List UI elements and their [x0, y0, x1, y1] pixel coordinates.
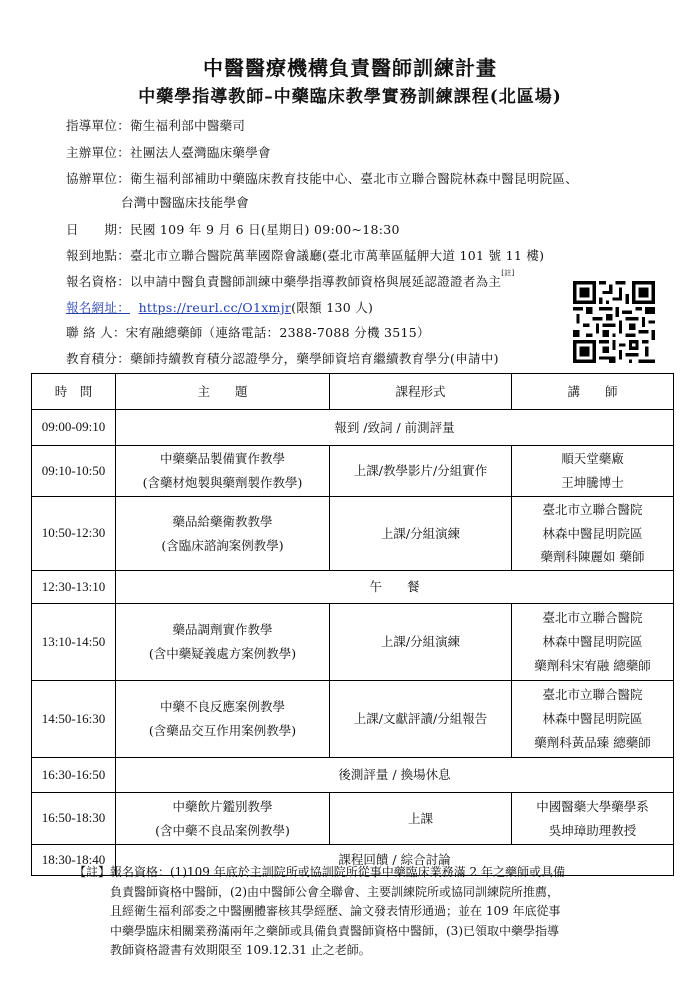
table-row	[32, 793, 674, 845]
info-guide	[66, 116, 245, 134]
topic-line: 中藥藥品製備實作教學	[159, 451, 285, 467]
footnote-line: 中藥學臨床相關業務滿兩年之藥師或具備負責醫師資格中醫師，(3)已領取中藥學指導	[110, 923, 560, 938]
info-value: 社團法人臺灣臨床藥學會	[130, 145, 271, 160]
lecturer-line: 林森中醫昆明院區	[542, 525, 643, 541]
table-row	[32, 571, 674, 604]
topic-line: 中藥不良反應案例教學	[159, 699, 285, 715]
info-value: 宋宥融總藥師（連絡電話：2388-7088 分機 3515）	[125, 325, 430, 340]
info-label: 日 期：	[66, 222, 131, 237]
time-cell: 09:10-10:50	[32, 446, 116, 497]
format-cell: 上課	[330, 793, 512, 845]
time-cell: 18:30-18:40	[32, 845, 116, 876]
footnote	[74, 863, 644, 961]
info-value: 衛生福利部補助中藥臨床教育技能中心、臺北市立聯合醫院林森中醫昆明院區、	[130, 171, 579, 186]
topic-cell	[116, 446, 330, 497]
info-contact	[66, 323, 430, 341]
span-cell: 後測評量 / 換場休息	[116, 758, 674, 793]
lecturer-line: 中國醫藥大學藥學系	[536, 798, 649, 814]
info-label: 報名網址：	[66, 300, 131, 315]
topic-line: 藥品調劑實作教學	[172, 622, 273, 638]
lecturer-cell	[512, 681, 674, 758]
footnote-line: 負責醫師資格中醫師，(2)由中醫師公會全聯會、主要訓練院所或協同訓練院所推薦，	[110, 884, 560, 899]
info-value: 臺北市立聯合醫院萬華國際會議廳(臺北市萬華區艋舺大道 101 號 11 樓)	[130, 248, 545, 263]
info-label: 聯 絡 人：	[66, 325, 126, 340]
note-marker: [註]	[501, 269, 515, 277]
schedule-table	[31, 373, 674, 876]
table-row	[32, 758, 674, 793]
lecturer-line: 臺北市立聯合醫院	[542, 501, 643, 517]
info-label: 報名資格：	[66, 274, 131, 289]
qr-code-icon[interactable]	[573, 281, 655, 363]
lecturer-line: 臺北市立聯合醫院	[542, 687, 643, 703]
footnote-line: 教師資格證書有效期限至 109.12.31 止之老師。	[110, 943, 371, 957]
topic-line: (含藥材炮製與藥劑製作教學)	[142, 475, 303, 490]
info-url	[66, 298, 373, 316]
info-place	[66, 246, 544, 264]
table-row	[32, 446, 674, 497]
page-subtitle: 中藥學指導教師–中藥臨床教學實務訓練課程(北區場)	[138, 87, 562, 107]
header-time: 時 問	[32, 374, 116, 410]
info-label: 指導單位：	[66, 118, 131, 133]
time-cell: 10:50-12:30	[32, 497, 116, 571]
span-cell: 報到 /致詞 / 前測評量	[116, 410, 674, 446]
topic-line: 藥品給藥衛教教學	[172, 513, 273, 529]
header-lecturer: 講 師	[512, 374, 674, 410]
info-value: 藥師持續教育積分認證學分，藥學師資培育繼續教育學分(申請中)	[130, 351, 499, 366]
lecturer-line: 吳坤璋助理教授	[548, 822, 637, 838]
lecturer-line: 林森中醫昆明院區	[542, 634, 643, 650]
header-format: 課程形式	[330, 374, 512, 410]
register-link[interactable]: https://reurl.cc/O1xmjr	[138, 300, 292, 315]
lecturer-line: 順天堂藥廠	[561, 451, 624, 467]
info-value: 民國 109 年 9 月 6 日(星期日) 09:00~18:30	[130, 222, 400, 237]
topic-line: (含中藥不良品案例教學)	[155, 822, 290, 838]
info-date	[66, 220, 400, 238]
topic-line: 中藥飲片鑑別教學	[172, 798, 273, 814]
lecturer-cell	[512, 497, 674, 571]
page-title: 中醫醫療機構負責醫師訓練計畫	[203, 56, 497, 80]
info-label: 主辦單位：	[66, 145, 131, 160]
lecturer-line: 藥劑科宋宥融 總藥師	[534, 657, 651, 673]
lecturer-cell	[512, 604, 674, 681]
span-cell: 課程回饋 / 綜合討論	[116, 845, 674, 876]
info-value: 台灣中醫臨床技能學會	[121, 195, 250, 210]
lecturer-line: 藥劑科黃品臻 總藥師	[534, 734, 651, 750]
footnote-line: 且經衛生福利部委之中醫團體審核其學經歷、論文發表情形通過；並在 109 年底從事	[110, 904, 561, 918]
info-value: (限額 130 人)	[291, 300, 374, 315]
topic-line: (含臨床諮詢案例教學)	[161, 537, 284, 553]
info-co-cont	[121, 193, 249, 211]
info-label: 教育積分：	[66, 351, 131, 366]
info-qual	[66, 269, 515, 290]
time-cell: 16:30-16:50	[32, 758, 116, 793]
lecturer-line: 藥劑科陳麗如 藥師	[540, 549, 645, 565]
topic-line: (含中藥疑義處方案例教學)	[148, 646, 297, 661]
table-row	[32, 497, 674, 571]
time-cell: 14:50-16:30	[32, 681, 116, 758]
table-header-row	[32, 374, 674, 410]
topic-cell	[116, 497, 330, 571]
info-label: 報到地點：	[66, 248, 131, 263]
table-row	[32, 604, 674, 681]
lecturer-line: 林森中醫昆明院區	[542, 711, 643, 727]
lecturer-cell	[512, 446, 674, 497]
lecturer-line: 王坤騰博士	[561, 475, 624, 490]
time-cell: 13:10-14:50	[32, 604, 116, 681]
table-row	[32, 410, 674, 446]
format-cell: 上課/分組演練	[330, 604, 512, 681]
table-row	[32, 681, 674, 758]
format-cell: 上課/文獻評讀/分組報告	[330, 681, 512, 758]
lecturer-cell	[512, 793, 674, 845]
footnote-tag: 【註】	[74, 865, 111, 879]
topic-cell	[116, 793, 330, 845]
span-cell: 午 餐	[116, 571, 674, 604]
info-value: 衛生福利部中醫藥司	[130, 118, 246, 133]
topic-cell	[116, 604, 330, 681]
info-value: 以申請中醫負責醫師訓練中藥學指導教師資格與展延認證證者為主	[130, 274, 502, 289]
format-cell: 上課/教學影片/分組實作	[330, 446, 512, 497]
info-credit	[66, 349, 499, 367]
topic-line: (含藥品交互作用案例教學)	[148, 723, 297, 738]
format-cell: 上課/分組演練	[330, 497, 512, 571]
info-co	[66, 169, 578, 187]
lecturer-line: 臺北市立聯合醫院	[542, 610, 643, 626]
header-topic: 主 題	[116, 374, 330, 410]
info-host	[66, 143, 271, 161]
footnote-line: 報名資格：(1)109 年底於主訓院所或協訓院所從事中藥臨床業務滿 2 年之藥師或具備	[110, 865, 565, 879]
info-label: 協辦單位：	[66, 171, 131, 186]
topic-cell	[116, 681, 330, 758]
time-cell: 12:30-13:10	[32, 571, 116, 604]
time-cell: 16:50-18:30	[32, 793, 116, 845]
time-cell: 09:00-09:10	[32, 410, 116, 446]
